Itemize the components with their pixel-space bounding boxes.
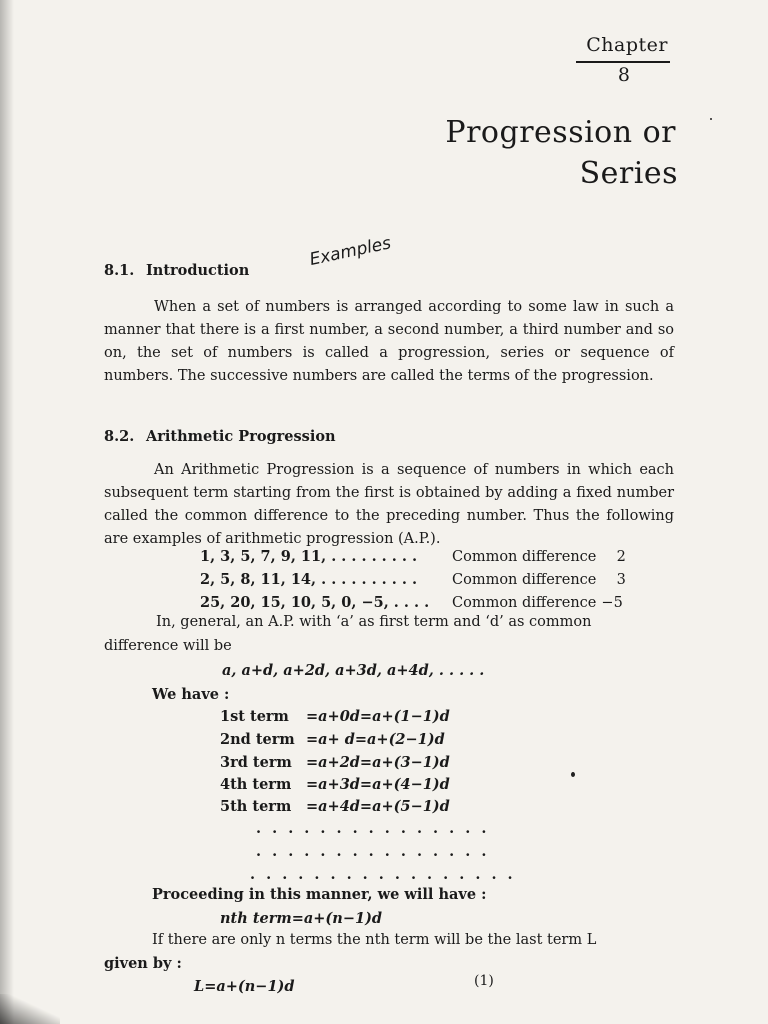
page-number: (1): [474, 973, 494, 989]
we-have-label: We have :: [152, 686, 230, 703]
general-line-1: In, general, an A.P. with ‘a’ as first term and ‘d’ as common: [156, 614, 592, 630]
continuation-dots: . . . . . . . . . . . . . . . . .: [250, 866, 516, 883]
example-value: 3: [616, 572, 626, 588]
chapter-label: Chapter: [586, 34, 668, 56]
example-sequence: 1, 3, 5, 7, 9, 11, . . . . . . . . .: [200, 548, 418, 565]
ink-spot: [571, 772, 575, 777]
page-edge-shadow: [0, 0, 14, 1024]
continuation-dots: . . . . . . . . . . . . . . .: [256, 820, 490, 837]
general-line-2: difference will be: [104, 638, 232, 654]
term-expression: =a+2d=a+(3−1)d: [306, 754, 450, 771]
ap-example-2: [200, 571, 626, 588]
ap-example-1: [200, 548, 626, 565]
chapter-title-line2: Series: [579, 156, 678, 191]
section-number: 8.2.: [104, 428, 135, 445]
term-row: [220, 754, 450, 771]
term-label: 2nd term: [220, 731, 295, 748]
term-row: [220, 708, 450, 725]
section-title: Arithmetic Progression: [146, 428, 336, 445]
chapter-number: 8: [617, 64, 630, 86]
example-sequence: 25, 20, 15, 10, 5, 0, −5, . . . .: [200, 594, 430, 611]
last-term-formula: L=a+(n−1)d: [194, 978, 295, 995]
if-line-2: given by :: [104, 955, 182, 972]
example-value: −5: [601, 595, 623, 611]
chapter-rule: [576, 61, 670, 63]
example-sequence: 2, 5, 8, 11, 14, . . . . . . . . . .: [200, 571, 418, 588]
section-number: 8.1.: [104, 262, 135, 279]
ap-paragraph: An Arithmetic Progression is a sequence of numbers in which each subsequent term starting from the first is obtained by adding a fixed number called the common difference to the preceding number. Thus the following are examples of arithmetic progression (A.P.).: [104, 462, 674, 547]
section-heading-ap: [104, 428, 336, 445]
term-expression: =a+3d=a+(4−1)d: [306, 776, 450, 793]
term-row: [220, 731, 445, 748]
handwritten-note: Examples: [307, 233, 393, 270]
chapter-title-line1: Progression or: [445, 115, 676, 150]
term-label: 4th term: [220, 776, 292, 793]
if-line-1: If there are only n terms the nth term will be the last term L: [152, 932, 597, 948]
ap-example-3: [200, 594, 623, 611]
term-expression: =a+4d=a+(5−1)d: [306, 798, 450, 815]
term-label: 1st term: [220, 708, 289, 725]
general-series: a, a+d, a+2d, a+3d, a+4d, . . . . .: [222, 662, 485, 679]
example-label: Common difference: [452, 572, 597, 588]
ink-spot: [710, 118, 712, 120]
term-label: 3rd term: [220, 754, 292, 771]
example-value: 2: [616, 549, 626, 565]
section-heading-intro: [104, 262, 249, 279]
term-row: [220, 776, 450, 793]
proceeding-line: Proceeding in this manner, we will have :: [152, 886, 487, 903]
example-label: Common difference: [452, 595, 597, 611]
example-label: Common difference: [452, 549, 597, 565]
continuation-dots: . . . . . . . . . . . . . . .: [256, 843, 490, 860]
term-expression: =a+ d=a+(2−1)d: [306, 731, 445, 748]
term-row: [220, 798, 450, 815]
intro-paragraph: When a set of numbers is arranged according to some law in such a manner that there is a first number, a second number, a third number and so on, the set of numbers is called a progression, series or sequence of numbers. The successive numbers are called the terms of the progression.: [104, 299, 674, 384]
term-label: 5th term: [220, 798, 292, 815]
section-title: Introduction: [146, 262, 250, 279]
nth-term-formula: nth term=a+(n−1)d: [220, 910, 383, 927]
page-corner-shadow: [0, 994, 60, 1024]
term-expression: =a+0d=a+(1−1)d: [306, 708, 450, 725]
